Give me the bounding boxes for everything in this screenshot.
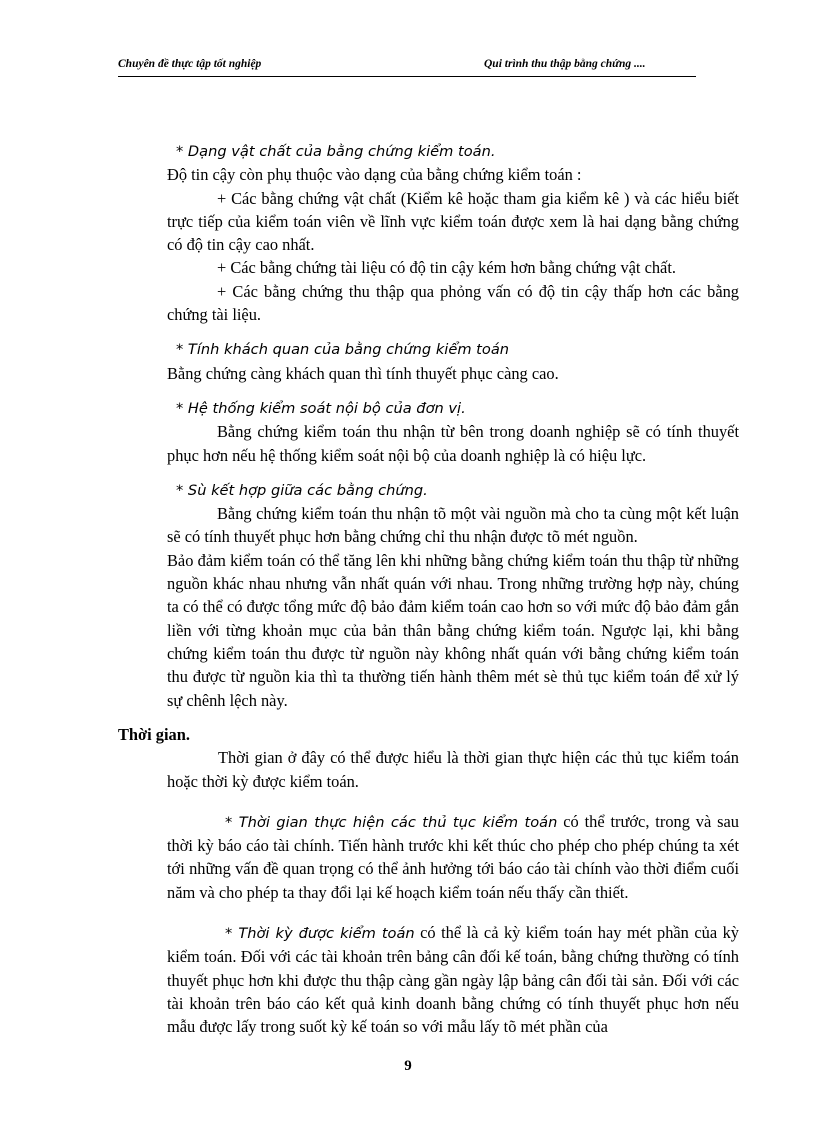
list-item-interview-evidence: + Các bằng chứng thu thập qua phỏng vấn có độ tin cậy thấp hơn các bằng chứng tài liệu.: [167, 281, 739, 325]
page-header: [118, 56, 696, 77]
list-item-physical-evidence: + Các bằng chứng vật chất (Kiểm kê hoặc tham gia kiểm kê ) và các hiểu biết trực tiếp của kiểm toán viên về lĩnh vực kiểm toán được xem là hai dạng bằng chứng có độ tin cậy cao nhất.: [167, 188, 739, 255]
paragraph-objectivity: Bằng chứng càng khách quan thì tính thuyết phục càng cao.: [167, 363, 559, 383]
paragraph-combination-2: Bảo đảm kiểm toán có thể tăng lên khi những bằng chứng kiểm toán thu thập từ những nguồn khác nhau nhưng vẫn nhất quán với nhau. Trong những trường hợp này, chúng ta có thể có được tổng mức độ bảo đảm kiểm toán cao hơn so với mức độ bảo đảm gắn liền với từng khoản mục của bản thân bằng chứng kiểm toán. Ngược lại, khi bằng chứng kiểm toán thu được từ nguồn này không nhất quán với bằng chứng kiểm toán thu được từ nguồn kia thì ta thường tiến hành thêm mét sè thủ tục kiểm toán để xử lý sự chênh lệch này.: [167, 550, 739, 710]
header-left-title: Chuyên đề thực tập tốt nghiệp: [118, 58, 262, 70]
timing-procedures-text: có thể trước, trong và sau thời kỳ báo cáo tài chính. Tiến hành trước khi kết thúc cho phép cho phép chúng ta xét tới những vấn đề quan trọng có thể ảnh hưởng tới báo cáo tài chính vào thời điểm cuối năm và cho phép ta thay đổi lại kế hoạch kiểm toán nếu thấy cần thiết.: [167, 811, 739, 902]
section-heading-combination: * Sù kết hợp giữa các bằng chứng.: [176, 481, 428, 499]
list-item-document-evidence: + Các bằng chứng tài liệu có độ tin cậy kém hơn bằng chứng vật chất.: [217, 258, 676, 278]
section-heading-internal-control: * Hệ thống kiểm soát nội bộ của đơn vị.: [176, 399, 466, 417]
header-right-title: Qui trình thu thập bằng chứng ....: [484, 58, 646, 70]
paragraph-time: Thời gian ở đây có thể được hiểu là thời gian thực hiện các thủ tục kiểm toán hoặc thời kỳ được kiểm toán.: [167, 748, 739, 791]
page-body-time: [118, 723, 739, 1039]
section-heading-objectivity: * Tính khách quan của bằng chứng kiểm toán: [176, 341, 510, 359]
paragraph-internal-control: Bằng chứng kiểm toán thu nhận từ bên trong doanh nghiệp sẽ có tính thuyết phục hơn nếu hệ thống kiểm soát nội bộ của doanh nghiệp là có hiệu lực.: [167, 422, 739, 465]
section-heading-time: Thời gian.: [118, 725, 190, 744]
audit-period-lead: * Thời kỳ được kiểm toán: [225, 925, 415, 943]
paragraph-timing-procedures: [167, 810, 739, 904]
section-heading-material-form: * Dạng vật chất của bằng chứng kiểm toán.: [176, 143, 496, 160]
page-body: [167, 140, 739, 712]
timing-procedures-lead: * Thời gian thực hiện các thủ tục kiểm toán: [225, 813, 558, 831]
paragraph-intro: Độ tin cậy còn phụ thuộc vào dạng của bằng chứng kiểm toán :: [167, 165, 582, 185]
paragraph-combination-1: Bằng chứng kiểm toán thu nhận tõ một vài nguồn mà cho ta cùng một kết luận sẽ có tính thuyết phục hơn bằng chứng chỉ thu nhận được tõ mét nguồn.: [167, 504, 739, 547]
paragraph-audit-period: [167, 921, 739, 1038]
page-number: 9: [404, 1058, 412, 1074]
audit-period-text: có thể là cả kỳ kiểm toán hay mét phần của kỳ kiểm toán. Đối với các tài khoản trên bảng cân đối kế toán, bằng chứng thường có tính thuyết phục hơn khi được thu thập càng gần ngày lập bảng cân đối tài sản. Đối với các tài khoản trên báo cáo kết quả kinh doanh bằng chứng có tính thuyết phục hơn nếu mẫu được lấy trong suốt kỳ kế toán so với mẫu lấy tõ mét phần của: [167, 923, 739, 1037]
